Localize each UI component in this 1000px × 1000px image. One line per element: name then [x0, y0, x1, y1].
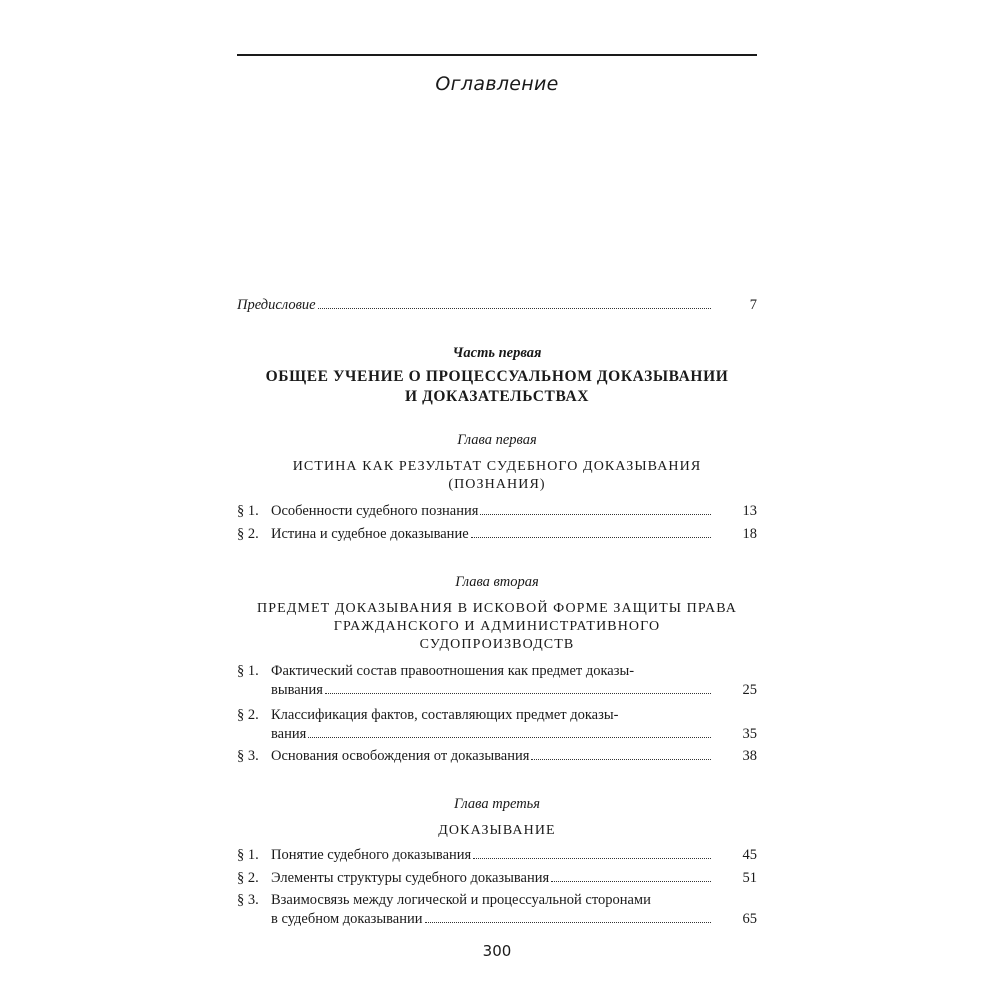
entry-page: 45 [742, 847, 757, 863]
top-rule [237, 54, 757, 56]
toc-entry-continuation[interactable] [237, 910, 757, 929]
entry-text-continuation: в судебном доказывании [271, 911, 423, 927]
chapter-label: Глава первая [457, 432, 537, 448]
entry-text: Истина и судебное доказывание [271, 526, 469, 542]
part-title-line-1: ОБЩЕЕ УЧЕНИЕ О ПРОЦЕССУАЛЬНОМ ДОКАЗЫВАНИИ [265, 368, 729, 385]
leader-dots [425, 910, 711, 923]
section-number: § 1. [237, 503, 259, 519]
chapter-title-line-2: (ПОЗНАНИЯ) [448, 477, 546, 492]
toc-entry[interactable] [237, 747, 757, 766]
chapter-label: Глава вторая [455, 574, 539, 590]
toc-entry[interactable] [237, 502, 757, 521]
leader-dots [473, 846, 711, 859]
entry-page: 35 [742, 726, 757, 742]
chapter-title-line-1: ИСТИНА КАК РЕЗУЛЬТАТ СУДЕБНОГО ДОКАЗЫВАНИЯ [292, 459, 702, 474]
section-number: § 2. [237, 870, 259, 886]
entry-text: Фактический состав правоотношения как предмет доказы- [271, 663, 635, 679]
entry-page: 7 [749, 297, 757, 313]
section-number: § 2. [237, 526, 259, 542]
toc-entry[interactable] [237, 869, 757, 888]
page-number: 300 [482, 942, 512, 960]
leader-dots [318, 296, 711, 309]
entry-page: 38 [742, 748, 757, 764]
toc-entry-first-line[interactable] [237, 662, 757, 681]
leader-dots [308, 725, 711, 738]
section-number: § 3. [237, 892, 259, 908]
section-number: § 1. [237, 847, 259, 863]
toc-entry-first-line[interactable] [237, 891, 757, 910]
section-number: § 1. [237, 663, 259, 679]
chapter-label: Глава третья [453, 796, 541, 812]
entry-page: 13 [742, 503, 757, 519]
chapter-title-line-1: ДОКАЗЫВАНИЕ [438, 823, 556, 838]
entry-text: Элементы структуры судебного доказывания [271, 870, 550, 886]
entry-text-continuation: вания [271, 726, 307, 742]
entry-text: Классификация фактов, составляющих предмет доказы- [271, 707, 619, 723]
toc-entry-first-line[interactable] [237, 706, 757, 725]
chapter-title-line-3: СУДОПРОИЗВОДСТВ [419, 637, 575, 652]
leader-dots [531, 747, 711, 760]
page-title: Оглавление [435, 73, 559, 95]
chapter-title-line-1: ПРЕДМЕТ ДОКАЗЫВАНИЯ В ИСКОВОЙ ФОРМЕ ЗАЩИТЫ ПРАВА [257, 601, 737, 616]
leader-dots [471, 525, 711, 538]
toc-entry[interactable] [237, 846, 757, 865]
toc-entry[interactable] [237, 525, 757, 544]
toc-entry-continuation[interactable] [237, 725, 757, 744]
section-number: § 3. [237, 748, 259, 764]
chapter-title-line-2: ГРАЖДАНСКОГО И АДМИНИСТРАТИВНОГО [333, 619, 661, 634]
entry-page: 18 [742, 526, 757, 542]
part-label: Часть первая [452, 345, 542, 361]
part-title-line-2: И ДОКАЗАТЕЛЬСТВАХ [404, 388, 590, 405]
toc-entry-preface[interactable] [237, 296, 757, 315]
leader-dots [325, 681, 711, 694]
entry-page: 25 [742, 682, 757, 698]
toc-entry-continuation[interactable] [237, 681, 757, 700]
entry-text: Понятие судебного доказывания [271, 847, 472, 863]
leader-dots [480, 502, 711, 515]
entry-page: 51 [742, 870, 757, 886]
entry-text-continuation: вывания [271, 682, 323, 698]
entry-text: Предисловие [237, 297, 316, 313]
entry-text: Особенности судебного познания [271, 503, 479, 519]
entry-text: Основания освобождения от доказывания [271, 748, 530, 764]
entry-text: Взаимосвязь между логической и процессуальной сторонами [271, 892, 651, 908]
entry-page: 65 [742, 911, 757, 927]
section-number: § 2. [237, 707, 259, 723]
leader-dots [551, 869, 711, 882]
